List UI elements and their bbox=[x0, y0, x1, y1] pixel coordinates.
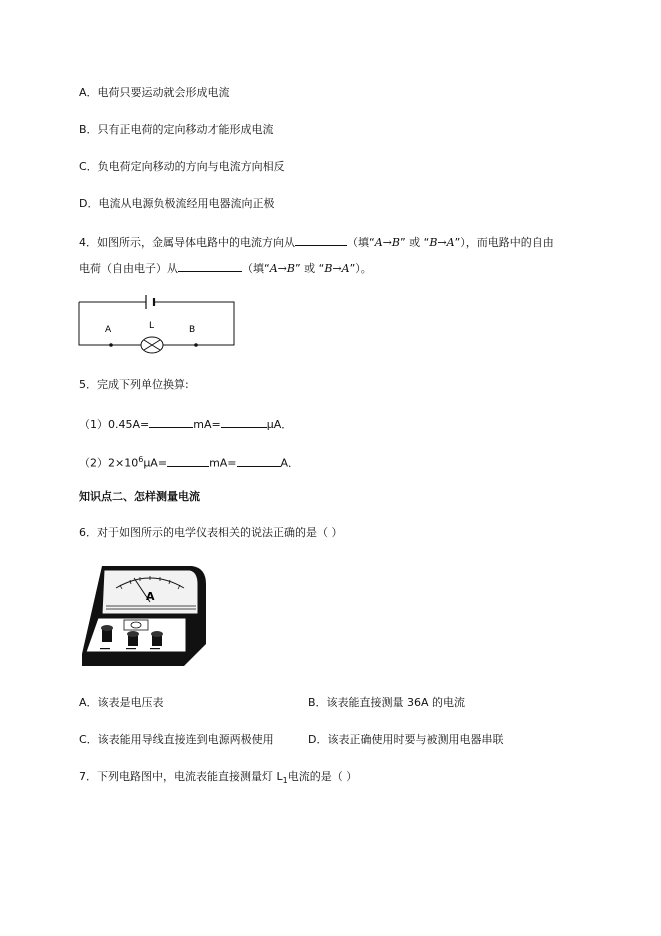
q4-text: 4．如图所示，金属导体电路中的电流方向从 bbox=[79, 236, 295, 249]
q6-option-c: C．该表能用导线直接连到电源两极使用 bbox=[79, 733, 274, 746]
q4-stem-line2 bbox=[79, 259, 372, 277]
q7-text: 电流的是（ ） bbox=[287, 770, 358, 783]
q5-exponent: 6 bbox=[138, 455, 144, 464]
q3-option-c: C．负电荷定向移动的方向与电流方向相反 bbox=[79, 160, 285, 173]
q7-text: 7．下列电路图中，电流表能直接测量灯 L bbox=[79, 770, 283, 783]
label-b: B bbox=[189, 325, 196, 335]
q5-blank-2[interactable] bbox=[221, 415, 267, 428]
ammeter-symbol: A bbox=[146, 590, 155, 603]
q4-blank-1[interactable] bbox=[295, 233, 347, 246]
q4-a-to-b: A→B bbox=[374, 236, 400, 249]
q3-option-a: A．电荷只要运动就会形成电流 bbox=[79, 86, 230, 99]
node-a bbox=[109, 343, 113, 347]
q5-text: μA． bbox=[266, 418, 293, 431]
q5-text: mA= bbox=[209, 456, 237, 470]
q4-a-to-b: A→B bbox=[269, 262, 295, 275]
q4-b-to-a: B→A bbox=[324, 262, 350, 275]
q5-title: 5．完成下列单位换算: bbox=[79, 378, 189, 391]
q4-text: （填“ bbox=[347, 236, 375, 249]
q3-option-b: B．只有正电荷的定向移动才能形成电流 bbox=[79, 123, 274, 136]
label-a: A bbox=[105, 325, 112, 335]
q5-text: （1）0.45A= bbox=[79, 418, 150, 431]
q5-line2 bbox=[79, 452, 299, 472]
q6-option-b: B．该表能直接测量 36A 的电流 bbox=[308, 696, 466, 709]
q5-blank-4[interactable] bbox=[237, 454, 281, 467]
q4-text: ”）。 bbox=[349, 262, 372, 275]
q6-stem: 6．对于如图所示的电学仪表相关的说法正确的是（ ） bbox=[79, 526, 343, 539]
node-b bbox=[194, 343, 198, 347]
q7-stem bbox=[79, 769, 357, 789]
q4-blank-2[interactable] bbox=[178, 259, 242, 272]
circuit-diagram bbox=[76, 290, 238, 356]
q5-text: μA= bbox=[143, 456, 168, 470]
ammeter-image bbox=[80, 562, 208, 668]
q4-text: ”），而电路中的自由 bbox=[454, 236, 554, 249]
q4-text: ” 或 “ bbox=[294, 262, 325, 275]
q5-blank-3[interactable] bbox=[167, 454, 209, 467]
q5-text: A． bbox=[280, 456, 300, 470]
label-l: L bbox=[149, 321, 155, 331]
section-title: 知识点二、怎样测量电流 bbox=[79, 490, 200, 503]
q5-line1 bbox=[79, 415, 292, 433]
q4-text: 电荷（自由电子）从 bbox=[79, 262, 178, 275]
q4-text: （填“ bbox=[242, 262, 270, 275]
q3-option-d: D．电流从电源负极流经用电器流向正极 bbox=[79, 197, 275, 210]
q4-text: ” 或 “ bbox=[399, 236, 430, 249]
q4-stem-line1 bbox=[79, 233, 554, 251]
q6-option-d: D．该表正确使用时要与被测用电器串联 bbox=[308, 733, 504, 746]
q5-blank-1[interactable] bbox=[149, 415, 193, 428]
q5-text: （2）2×10 bbox=[79, 456, 139, 470]
q4-b-to-a: B→A bbox=[429, 236, 455, 249]
q6-option-a: A．该表是电压表 bbox=[79, 696, 164, 709]
q5-text: mA= bbox=[193, 418, 221, 431]
q7-subscript: 1 bbox=[282, 776, 288, 786]
